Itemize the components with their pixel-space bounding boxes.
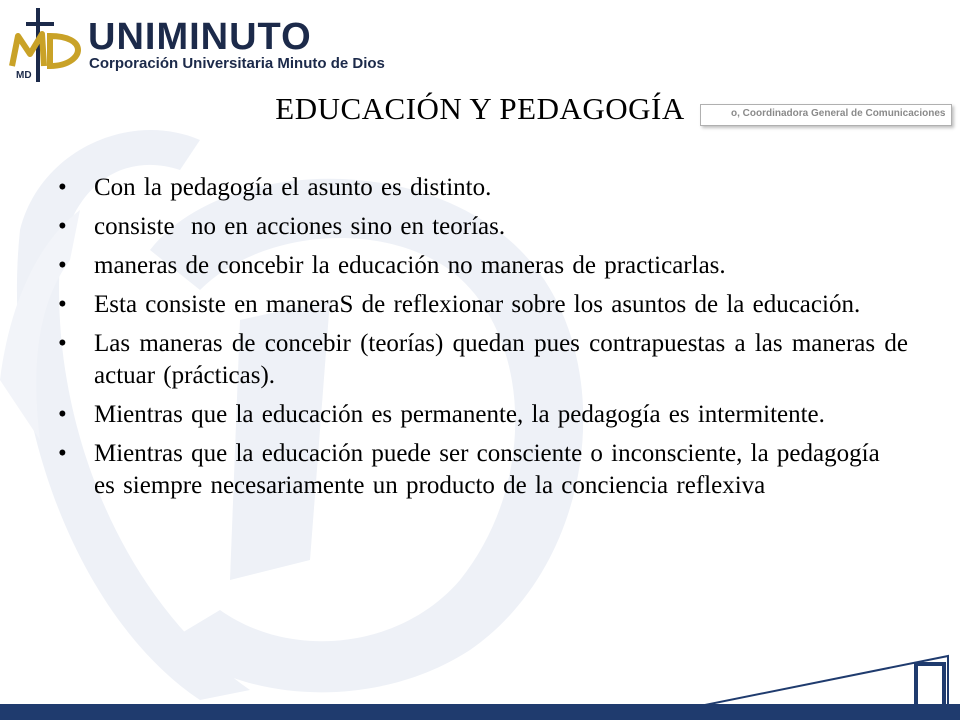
bullet-item [58, 250, 908, 282]
uniminuto-logo [8, 6, 385, 84]
bullet-text: Mientras que la educación es permanente, la pedagogía es intermitente. [94, 401, 825, 428]
bullet-icon: • [58, 330, 67, 357]
bullet-item [58, 172, 908, 204]
bullet-icon: • [58, 213, 67, 240]
bullet-item [58, 289, 908, 321]
bullet-icon: • [58, 252, 67, 279]
md-emblem-icon [8, 6, 88, 84]
bullet-text: Esta consiste en maneraS de reflexionar sobre los asuntos de la educación. [94, 291, 861, 318]
bullet-text: Mientras que la educación puede ser consciente o inconsciente, la pedagogía es siempre necesariamente un producto de la conciencia reflexiva [94, 440, 880, 499]
header-banner-text: o, Coordinadora General de Comunicaciones [731, 108, 946, 119]
bullet-item [58, 328, 908, 392]
bullet-item [58, 211, 908, 243]
svg-text:MD: MD [16, 70, 32, 81]
bullet-icon: • [58, 440, 67, 467]
bullet-icon: • [58, 291, 67, 318]
bullet-list [58, 172, 908, 509]
bullet-icon: • [58, 401, 67, 428]
bullet-text: consiste no en acciones sino en teorías. [94, 213, 506, 240]
bullet-item [58, 438, 908, 502]
logo-subtitle: Corporación Universitaria Minuto de Dios [89, 55, 385, 72]
bullet-text: Con la pedagogía el asunto es distinto. [94, 174, 492, 201]
bottom-bar [0, 704, 960, 720]
bullet-icon: • [58, 174, 67, 201]
bullet-text: Las maneras de concebir (teorías) quedan pues contrapuestas a las maneras de actuar (prácticas). [94, 330, 908, 389]
bullet-item [58, 399, 908, 431]
logo-wordmark: UNIMINUTO [88, 16, 312, 58]
bullet-text: maneras de concebir la educación no maneras de practicarlas. [94, 252, 726, 279]
slide-title: EDUCACIÓN Y PEDAGOGÍA [275, 91, 685, 126]
